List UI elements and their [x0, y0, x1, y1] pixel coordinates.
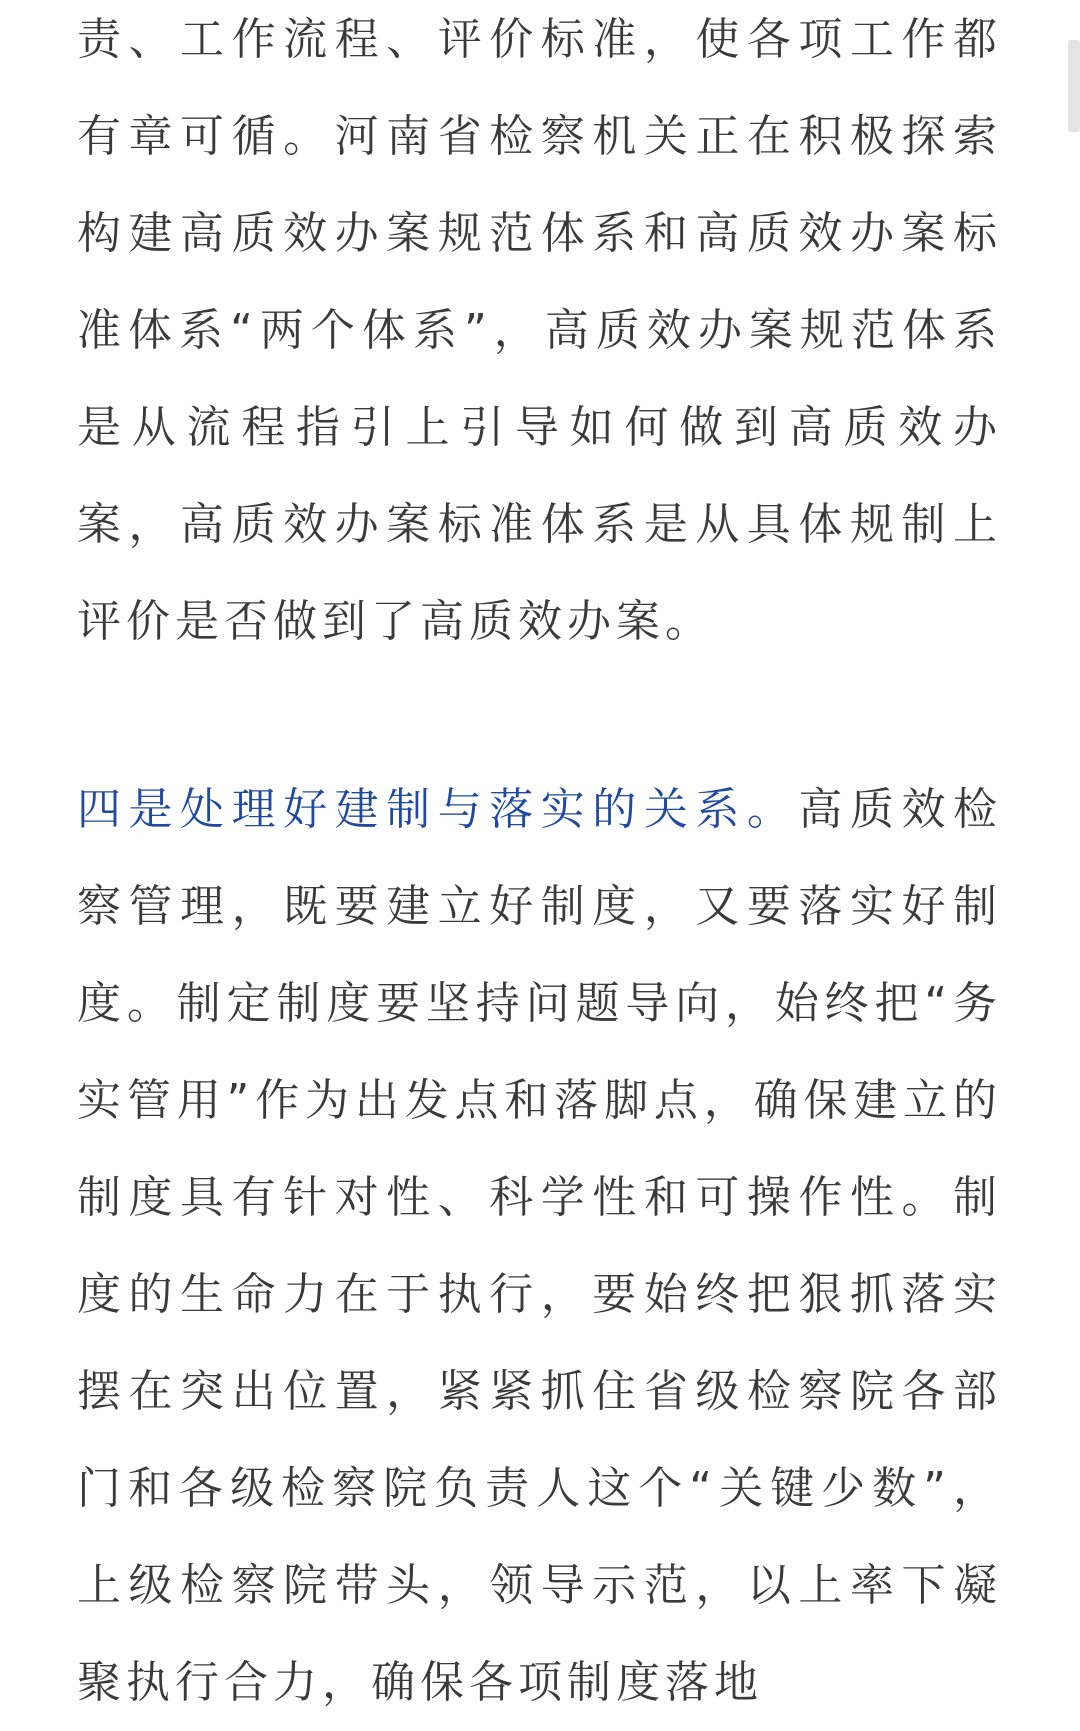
paragraph-text — [77, 761, 1002, 1731]
article-body — [77, 0, 1002, 1731]
paragraph-body: 高质效检察管理，既要建立好制度，又要落实好制度。制定制度要坚持问题导向，始终把“务实管用”作为出发点和落脚点，确保建立的制度具有针对性、科学性和可操作性。制度的生命力在于执行，要始终把狠抓落实摆在突出位置，紧紧抓住省级检察院各部门和各级检察院负责人这个“关键少数”，上级检察院带头，领导示范，以上率下凝聚执行合力，确保各项制度落地 — [77, 784, 1003, 1708]
section-heading: 四是处理好建制与落实的关系。 — [77, 784, 799, 835]
scrollbar-thumb[interactable] — [1068, 40, 1080, 132]
paragraph-text: 责、工作流程、评价标准，使各项工作都有章可循。河南省检察机关正在积极探索构建高质效办案规范体系和高质效办案标准体系“两个体系”，高质效办案规范体系是从流程指引上引导如何做到高质效办案，高质效办案标准体系是从具体规制上评价是否做到了高质效办案。 — [77, 14, 1002, 647]
